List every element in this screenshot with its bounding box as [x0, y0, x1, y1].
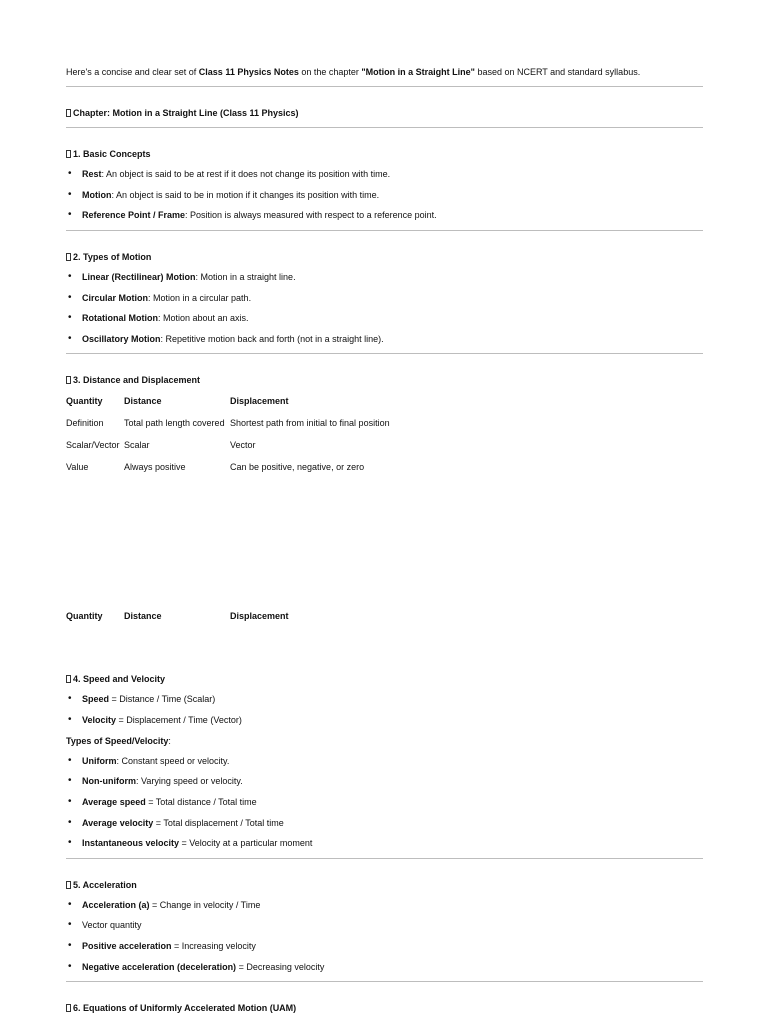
- divider: [66, 127, 703, 128]
- table-header-cell: Quantity: [66, 396, 103, 406]
- section-3-title: 3. Distance and Displacement: [66, 375, 200, 385]
- table-cell: Can be positive, negative, or zero: [230, 462, 365, 472]
- list-item: • Velocity = Displacement / Time (Vector): [82, 715, 242, 725]
- list-item: • Circular Motion: Motion in a circular path.: [82, 293, 251, 303]
- missing-glyph-icon: [66, 1004, 71, 1012]
- table-header-cell: Quantity: [66, 611, 103, 621]
- list-item: • Instantaneous velocity = Velocity at a particular moment: [82, 838, 312, 848]
- chapter-title: Chapter: Motion in a Straight Line (Class 11 Physics): [66, 108, 299, 118]
- table-header-cell: Displacement: [230, 611, 289, 621]
- missing-glyph-icon: [66, 150, 71, 158]
- list-item: • Rest: An object is said to be at rest if it does not change its position with time.: [82, 169, 390, 179]
- table-cell: Scalar: [124, 440, 150, 450]
- table-header-cell: Distance: [124, 396, 162, 406]
- list-item: • Oscillatory Motion: Repetitive motion back and forth (not in a straight line).: [82, 334, 384, 344]
- section-5-title: 5. Acceleration: [66, 880, 137, 890]
- divider: [66, 858, 703, 859]
- list-item: • Speed = Distance / Time (Scalar): [82, 694, 215, 704]
- divider: [66, 981, 703, 982]
- list-item: • Rotational Motion: Motion about an axis.: [82, 313, 249, 323]
- missing-glyph-icon: [66, 253, 71, 261]
- list-item: • Uniform: Constant speed or velocity.: [82, 756, 229, 766]
- section-6-title: 6. Equations of Uniformly Accelerated Motion (UAM): [66, 1003, 296, 1013]
- divider: [66, 230, 703, 231]
- missing-glyph-icon: [66, 376, 71, 384]
- list-item: • Average velocity = Total displacement / Total time: [82, 818, 284, 828]
- list-item: • Linear (Rectilinear) Motion: Motion in a straight line.: [82, 272, 296, 282]
- list-item: • Reference Point / Frame: Position is always measured with respect to a reference point.: [82, 210, 437, 220]
- list-item: • Non-uniform: Varying speed or velocity.: [82, 776, 243, 786]
- list-item: • Motion: An object is said to be in motion if it changes its position with time.: [82, 190, 379, 200]
- missing-glyph-icon: [66, 881, 71, 889]
- divider: [66, 86, 703, 87]
- table-header-cell: Displacement: [230, 396, 289, 406]
- table-cell: Shortest path from initial to final position: [230, 418, 390, 428]
- section-4-title: 4. Speed and Velocity: [66, 674, 165, 684]
- section-2-title: 2. Types of Motion: [66, 252, 151, 262]
- table-cell: Value: [66, 462, 89, 472]
- table-cell: Always positive: [124, 462, 186, 472]
- table-cell: Vector: [230, 440, 256, 450]
- missing-glyph-icon: [66, 109, 71, 117]
- table-cell: Total path length covered: [124, 418, 225, 428]
- table-header-cell: Distance: [124, 611, 162, 621]
- types-subheading: Types of Speed/Velocity:: [66, 736, 171, 746]
- missing-glyph-icon: [66, 675, 71, 683]
- list-item: • Positive acceleration = Increasing velocity: [82, 941, 256, 951]
- list-item: • Vector quantity: [82, 920, 142, 930]
- table-cell: Definition: [66, 418, 104, 428]
- table-cell: Scalar/Vector: [66, 440, 120, 450]
- intro-paragraph: Here's a concise and clear set of Class 11 Physics Notes on the chapter "Motion in a Straight Line" based on NCERT and standard syllabus.: [66, 67, 641, 77]
- list-item: • Acceleration (a) = Change in velocity / Time: [82, 900, 260, 910]
- list-item: • Negative acceleration (deceleration) = Decreasing velocity: [82, 962, 324, 972]
- section-1-title: 1. Basic Concepts: [66, 149, 151, 159]
- list-item: • Average speed = Total distance / Total time: [82, 797, 257, 807]
- divider: [66, 353, 703, 354]
